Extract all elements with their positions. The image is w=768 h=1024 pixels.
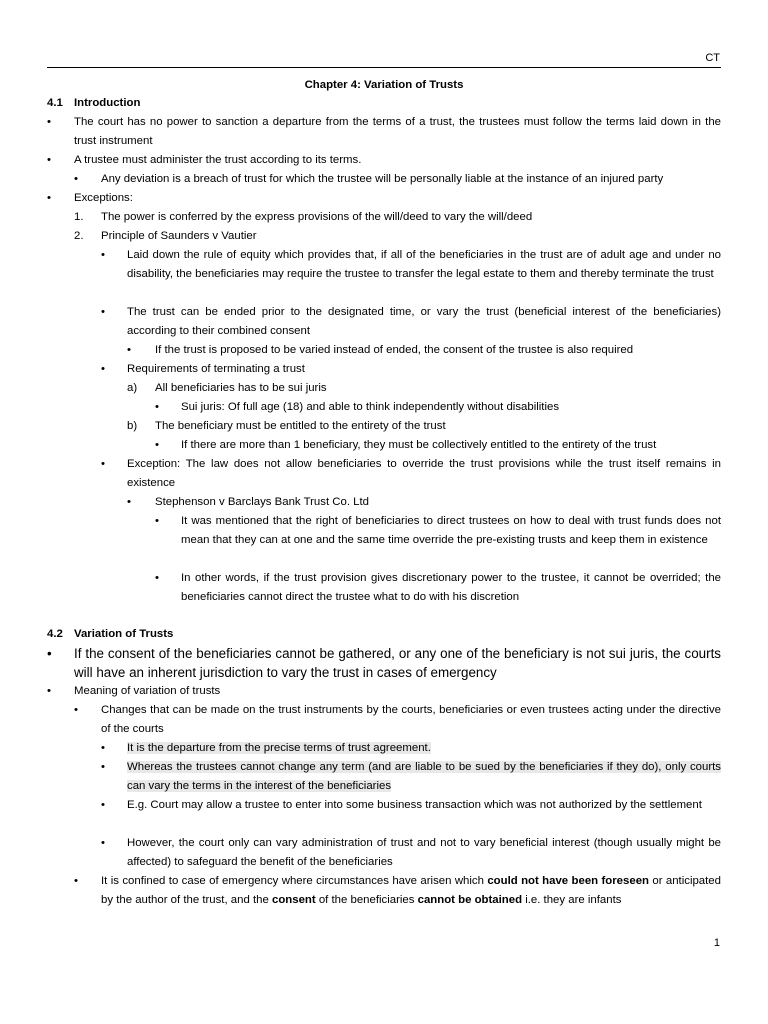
paragraph: However, the court only can vary administration of trust and not to vary beneficial interest (though usually might be affected) to safeguard the benefit of the beneficiaries [127, 837, 721, 868]
text-run: or anticipated by the author of the trust, and the [101, 875, 721, 906]
paragraph [127, 739, 721, 758]
paragraph: If the consent of the beneficiaries cannot be gathered, or any one of the beneficiary is not sui juris, the courts will have an inherent jurisdiction to vary the trust in cases of emergency [74, 646, 721, 680]
bullet-icon: • [155, 401, 159, 413]
bullet-icon: • [127, 496, 131, 508]
paragraph [101, 872, 721, 910]
paragraph: Meaning of variation of trusts [74, 685, 221, 697]
bullet-icon: • [47, 154, 51, 166]
bullet-icon: • [47, 646, 52, 661]
paragraph: Laid down the rule of equity which provides that, if all of the beneficiaries in the trust are of adult age and under no disability, the beneficiaries may require the trustee to transfer the legal estate to them and thereby terminate the trust [127, 249, 721, 280]
bullet-icon: • [101, 458, 105, 470]
paragraph: Exceptions: [74, 192, 133, 204]
paragraph: A trustee must administer the trust according to its terms. [74, 154, 362, 166]
paragraph: The court has no power to sanction a departure from the terms of a trust, the trustees must follow the terms laid down in the trust instrument [74, 116, 721, 147]
paragraph: The power is conferred by the express provisions of the will/deed to vary the will/deed [101, 211, 533, 223]
text-run: i.e. they are infants [522, 894, 622, 906]
bullet-icon: • [101, 837, 105, 849]
list-number: 2. [74, 230, 84, 242]
bullet-icon: • [155, 515, 159, 527]
bullet-icon: • [155, 572, 159, 584]
paragraph: It was mentioned that the right of beneficiaries to direct trustees on how to deal with trust funds does not mean that they can at one and the same time override the pre-existing trusts and keep them in existence [181, 515, 721, 546]
page-number: 1 [713, 937, 720, 949]
paragraph: Sui juris: Of full age (18) and able to think independently without disabilities [181, 401, 560, 413]
section-heading: Introduction [74, 97, 141, 109]
section-number: 4.1 [47, 97, 63, 109]
bullet-icon: • [74, 875, 78, 887]
paragraph: Changes that can be made on the trust instruments by the courts, beneficiaries or even trustees acting under the directive of the courts [101, 704, 721, 735]
bullet-icon: • [74, 173, 78, 185]
section-heading: Variation of Trusts [74, 628, 174, 640]
bold-text: consent [271, 894, 316, 906]
list-letter: a) [127, 382, 138, 394]
bullet-icon: • [101, 363, 105, 375]
bullet-icon: • [47, 685, 51, 697]
paragraph: Requirements of terminating a trust [127, 363, 305, 375]
highlighted-text: Whereas the trustees cannot change any term (and are liable to be sued by the beneficiaries if they do), only courts can vary the terms in the interest of the beneficiaries [127, 761, 721, 792]
section-number: 4.2 [47, 628, 63, 640]
paragraph [127, 758, 721, 796]
paragraph: The trust can be ended prior to the designated time, or vary the trust (beneficial interest of the beneficiaries) according to their combined consent [127, 306, 721, 337]
list-letter: b) [127, 420, 138, 432]
list-number: 1. [74, 211, 84, 223]
case-name: Stephenson v Barclays Bank Trust Co. Ltd [155, 496, 370, 508]
header-initials: CT [705, 52, 720, 64]
bullet-icon: • [127, 344, 131, 356]
bullet-icon: • [101, 742, 105, 754]
bullet-icon: • [155, 439, 159, 451]
bullet-icon: • [74, 704, 78, 716]
bold-text: could not have been foreseen [487, 875, 649, 887]
bullet-icon: • [101, 306, 105, 318]
paragraph: E.g. Court may allow a trustee to enter into some business transaction which was not authorized by the settlement [127, 799, 702, 811]
bullet-icon: • [47, 116, 51, 128]
paragraph: The beneficiary must be entitled to the entirety of the trust [155, 420, 446, 432]
bullet-icon: • [101, 249, 105, 261]
paragraph: In other words, if the trust provision gives discretionary power to the trustee, it cannot be overrided; the beneficiaries cannot direct the trustee what to do with his discretion [181, 572, 721, 603]
highlighted-text: It is the departure from the precise terms of trust agreement. [127, 742, 431, 754]
paragraph: If the trust is proposed to be varied instead of ended, the consent of the trustee is also required [155, 344, 634, 356]
bullet-icon: • [101, 761, 105, 773]
text-run: of the beneficiaries [315, 894, 418, 906]
paragraph: Any deviation is a breach of trust for which the trustee will be personally liable at the instance of an injured party [101, 173, 664, 185]
bullet-icon: • [47, 192, 51, 204]
paragraph: Exception: The law does not allow beneficiaries to override the trust provisions while the trust itself remains in existence [127, 458, 721, 489]
text-run: It is confined to case of emergency where circumstances have arisen which [101, 875, 488, 887]
paragraph: Principle of Saunders v Vautier [101, 230, 257, 242]
chapter-title: Chapter 4: Variation of Trusts [304, 79, 464, 91]
paragraph: All beneficiaries has to be sui juris [155, 382, 327, 394]
header-rule [47, 67, 721, 68]
bullet-icon: • [101, 799, 105, 811]
paragraph: If there are more than 1 beneficiary, they must be collectively entitled to the entirety of the trust [181, 439, 657, 451]
bold-text: cannot be obtained [417, 894, 523, 906]
